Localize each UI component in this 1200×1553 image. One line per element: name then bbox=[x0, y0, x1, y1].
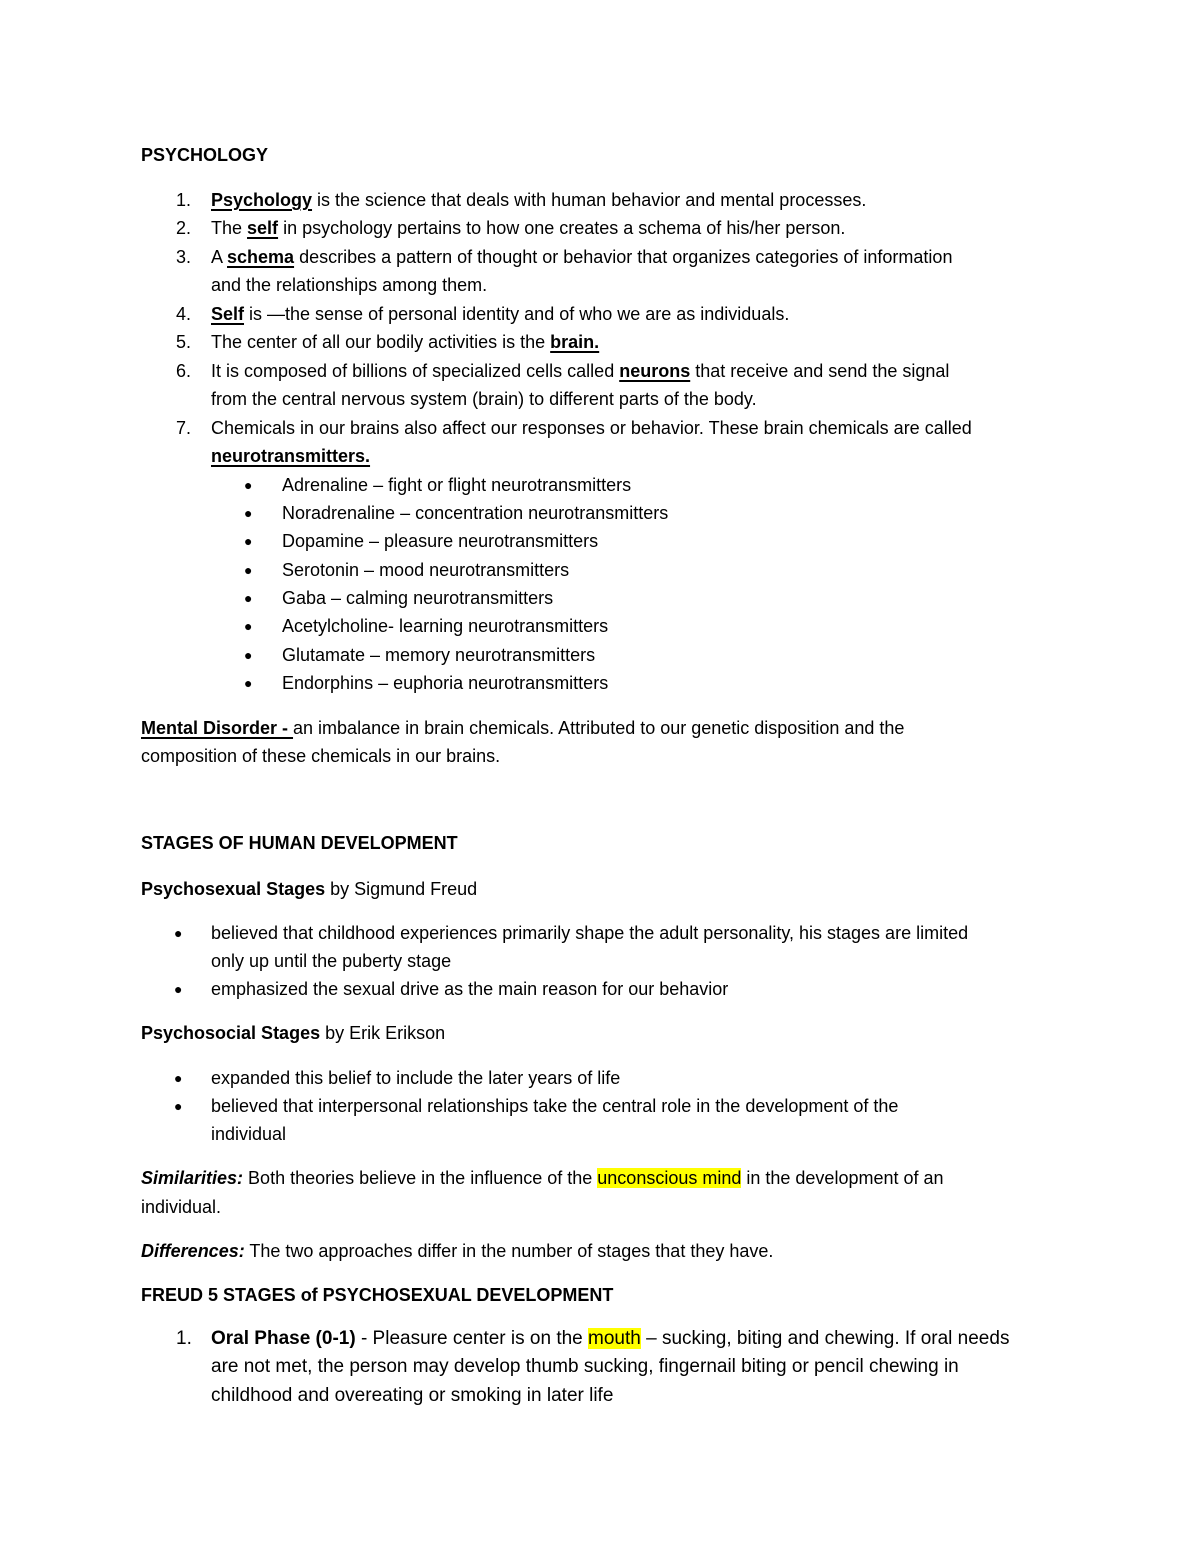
bullet-icon: ● bbox=[174, 981, 183, 997]
bullet-icon: ● bbox=[244, 505, 253, 521]
oral-phase-continued-1: are not met, the person may develop thumb sucking, fingernail biting or pencil chewing in bbox=[211, 1356, 959, 1377]
bullet-icon: ● bbox=[244, 533, 253, 549]
bullet-icon: ● bbox=[244, 477, 253, 493]
similarities-paragraph: Similarities: Both theories believe in the influence of the unconscious mind in the development of an bbox=[141, 1168, 944, 1188]
section-title-psychology: PSYCHOLOGY bbox=[141, 145, 269, 165]
bullet-icon: ● bbox=[244, 562, 253, 578]
bullet-icon: ● bbox=[244, 647, 253, 663]
bullet-item-continued: individual bbox=[211, 1124, 287, 1144]
mental-disorder-definition: Mental Disorder - an imbalance in brain chemicals. Attributed to our genetic disposition and the bbox=[141, 718, 905, 738]
oral-phase-continued-2: childhood and overeating or smoking in later life bbox=[211, 1385, 614, 1406]
highlighted-text: unconscious mind bbox=[597, 1168, 742, 1188]
bullet-icon: ● bbox=[174, 1098, 183, 1114]
bullet-icon: ● bbox=[244, 675, 253, 691]
list-item-6-continued: from the central nervous system (brain) to different parts of the body. bbox=[211, 389, 757, 409]
mental-disorder-continued: composition of these chemicals in our brains. bbox=[141, 746, 501, 766]
section-title-stages: STAGES OF HUMAN DEVELOPMENT bbox=[141, 833, 458, 853]
bullet-icon: ● bbox=[244, 618, 253, 634]
section-title-freud-stages: FREUD 5 STAGES of PSYCHOSEXUAL DEVELOPMENT bbox=[141, 1285, 614, 1305]
erikson-heading: Psychosocial Stages by Erik Erikson bbox=[141, 1023, 446, 1043]
bullet-item-continued: only up until the puberty stage bbox=[211, 951, 452, 971]
differences-paragraph: Differences: The two approaches differ in the number of stages that they have. bbox=[141, 1241, 774, 1261]
similarities-continued: individual. bbox=[141, 1197, 222, 1217]
bullet-icon: ● bbox=[174, 1070, 183, 1086]
bullet-icon: ● bbox=[174, 925, 183, 941]
list-item-3-continued: and the relationships among them. bbox=[211, 275, 488, 295]
highlighted-text: mouth bbox=[588, 1328, 641, 1349]
bullet-icon: ● bbox=[244, 590, 253, 606]
freud-heading: Psychosexual Stages by Sigmund Freud bbox=[141, 879, 478, 899]
list-item-7-continued: neurotransmitters. bbox=[211, 446, 371, 466]
document-page: PSYCHOLOGY 1. Psychology is the science that deals with human behavior and mental processes. 2. The self in psychology pertains to how one creates a schema of his/her person. 3. A schema describes a pattern of thought or behavior that organizes categories of information and the relationships among them. 4. Self is —the sense of personal identity and of who we are as individuals. 5. The center of all our bodily activities is the brain. 6. It is composed of billions of specialized cells called neurons that receive and send the signal from the central nervous system (brain) to different parts of the body. 7. Chemicals in our brains also affect our responses or behavior. These brain chemicals are called neurotransmitters. ● Adrenaline – fight or flight neurotransmitters ● Noradrenaline – concentration neurotransmitters ● Dopamine – pleasure neurotransmitters ● Serotonin – mood neurotransmitters ● Gaba – calming neurotransmitters ● Acetylcholine- learning neurotransmitters ● Glutamate – memory neurotransmitters ● Endorphins – euphoria neurotransmitters Mental Disorder - an imbalance in brain chemicals. Attributed to our genetic disposition and the composition of these chemicals in our brains. STAGES OF HUMAN DEVELOPMENT Psychosexual Stages by Sigmund Freud ● believed that childhood experiences primarily shape the adult personality, his stages are limited only up until the puberty stage ● emphasized the sexual drive as the main reason for our behavior Psychosocial Stages by Erik Erikson ● expanded this belief to include the later years of life ● believed that interpersonal relationships take the central role in the development of the individual Similarities: Both theories believe in the influence of the unconscious mind in the development of an individual. Differences: The two approaches differ in the number of stages that they have. FREUD 5 STAGES of PSYCHOSEXUAL DEVELOPMENT 1. Oral Phase (0-1) - Pleasure center is on the mouth – sucking, biting and chewing. If oral needs are not met, the person may develop thumb sucking, fingernail biting or pencil chewing in childhood and overeating or smoking in later life bbox=[141, 145, 1010, 1406]
